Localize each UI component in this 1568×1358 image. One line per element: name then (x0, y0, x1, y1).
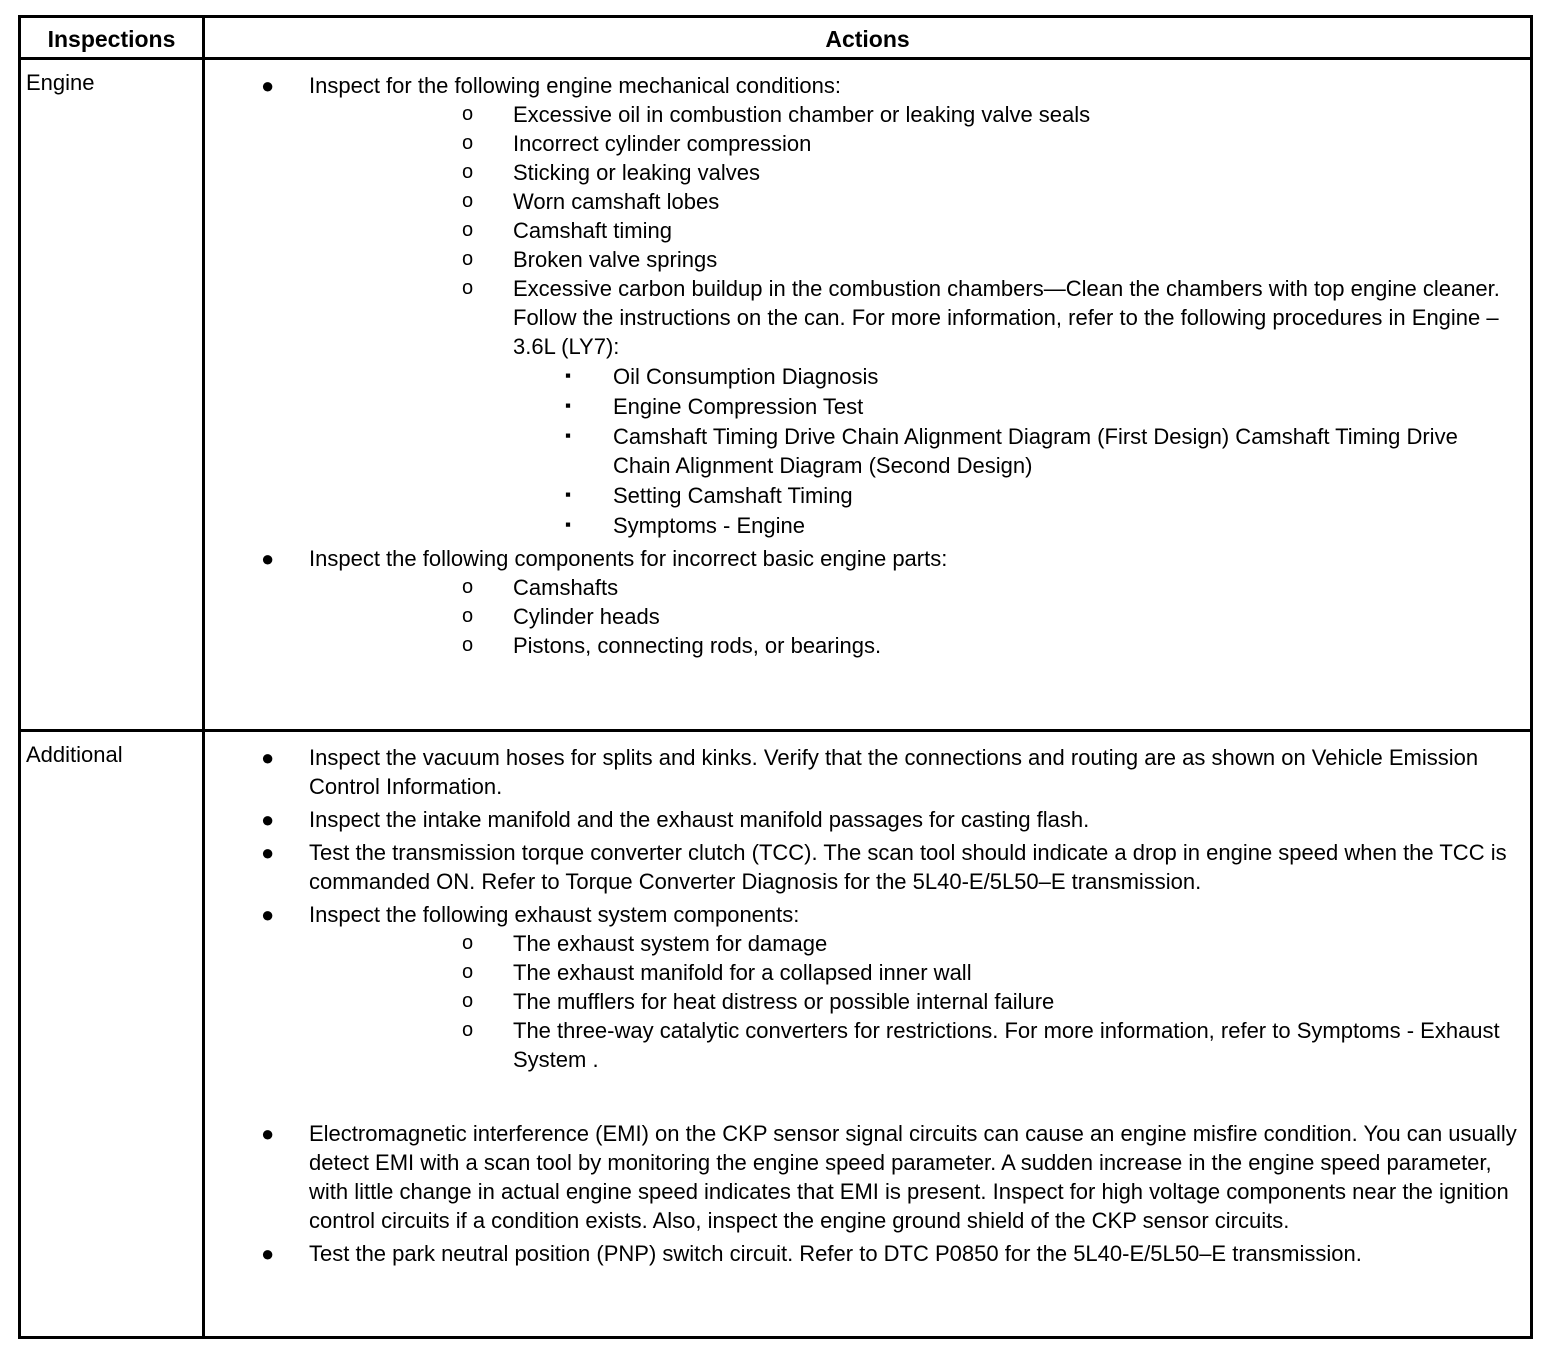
sub-list-item (309, 987, 1520, 1016)
bullet-icon: ● (261, 745, 275, 770)
sub-list-item-text: Sticking or leaking valves (513, 160, 761, 185)
circle-bullet-icon: o (462, 634, 474, 656)
square-bullet-icon: ▪ (565, 515, 572, 534)
engine-actions (205, 71, 1520, 664)
bullet-icon: ● (261, 840, 275, 865)
header-inspections: Inspections (47, 26, 176, 52)
bullet-icon: ● (261, 1241, 275, 1266)
list-item-text: Inspect the intake manifold and the exhaust manifold passages for casting flash. (309, 807, 1090, 832)
sub-list-item (309, 602, 1520, 631)
bullet-icon: ● (261, 73, 275, 98)
circle-bullet-icon: o (462, 1019, 474, 1041)
procedure-item-text: Symptoms - Engine (613, 513, 805, 538)
list-item-text: Test the transmission torque converter clutch (TCC). The scan tool should indicate a drop in engine speed when the TCC is commanded ON. Refer to Torque Converter Diagnosis for the 5L40-E/5L50–E transmission. (309, 840, 1507, 894)
sub-list-item (309, 958, 1520, 987)
sub-list-item-text: Excessive carbon buildup in the combustion chambers—Clean the chambers with top engine cleaner. Follow the instructions on the can. For more information, refer to the following procedures in Engine – 3.6L (LY7): (513, 276, 1500, 359)
list-item (205, 1239, 1520, 1268)
additional-actions (205, 743, 1520, 1272)
sub-list-item (309, 216, 1520, 245)
inspection-engine: Engine (26, 70, 95, 95)
square-bullet-icon: ▪ (565, 396, 572, 415)
procedure-item (309, 422, 1520, 480)
sub-list-item (309, 573, 1520, 602)
sub-list-item-text: Broken valve springs (513, 247, 718, 272)
sub-list-item (309, 1016, 1520, 1074)
circle-bullet-icon: o (462, 219, 474, 241)
bullet-icon: ● (261, 807, 275, 832)
sub-list-item (309, 274, 1520, 361)
inspection-table (18, 15, 1533, 1339)
square-bullet-icon: ▪ (565, 366, 572, 385)
list-item-text: Electromagnetic interference (EMI) on the CKP sensor signal circuits can cause an engine misfire condition. You can usually detect EMI with a scan tool by monitoring the engine speed parameter. A sudden increase in the engine speed parameter, with little change in actual engine speed indicates that EMI is present. Inspect for high voltage components near the ignition control circuits if a condition exists. Also, inspect the engine ground shield of the CKP sensor circuits. (309, 1121, 1517, 1233)
circle-bullet-icon: o (462, 576, 474, 598)
sub-list-item (309, 245, 1520, 274)
procedure-item-text: Setting Camshaft Timing (613, 483, 853, 508)
sub-list-item-text: The mufflers for heat distress or possible internal failure (513, 989, 1055, 1014)
list-item (205, 805, 1520, 834)
procedure-item-text: Engine Compression Test (613, 394, 864, 419)
circle-bullet-icon: o (462, 605, 474, 627)
list-item (205, 1119, 1520, 1235)
sub-list-item-text: The three-way catalytic converters for restrictions. For more information, refer to Symptoms - Exhaust System . (513, 1018, 1500, 1072)
sub-list-item-text: The exhaust manifold for a collapsed inner wall (513, 960, 972, 985)
spacer (205, 1078, 1520, 1119)
sub-list-item (309, 158, 1520, 187)
inspection-additional: Additional (26, 742, 123, 767)
list-item (205, 71, 1520, 540)
sub-list-item-text: Incorrect cylinder compression (513, 131, 812, 156)
sub-list-item-text: Excessive oil in combustion chamber or leaking valve seals (513, 102, 1091, 127)
square-bullet-icon: ▪ (565, 426, 572, 445)
procedure-item (309, 362, 1520, 391)
sub-list-item-text: Cylinder heads (513, 604, 660, 629)
list-item-text: Test the park neutral position (PNP) switch circuit. Refer to DTC P0850 for the 5L40-E/5L50–E transmission. (309, 1241, 1362, 1266)
circle-bullet-icon: o (462, 990, 474, 1012)
circle-bullet-icon: o (462, 103, 474, 125)
sub-list-item-text: Camshafts (513, 575, 619, 600)
circle-bullet-icon: o (462, 190, 474, 212)
sub-list-item (309, 187, 1520, 216)
circle-bullet-icon: o (462, 961, 474, 983)
list-item (205, 838, 1520, 896)
list-item (205, 544, 1520, 660)
row-divider (21, 729, 1530, 732)
list-item-text: Inspect the following exhaust system components: (309, 902, 800, 927)
procedure-item (309, 392, 1520, 421)
sub-list-item (309, 929, 1520, 958)
sub-list-item (309, 129, 1520, 158)
procedure-item-text: Oil Consumption Diagnosis (613, 364, 879, 389)
sub-list-item-text: Pistons, connecting rods, or bearings. (513, 633, 882, 658)
list-item-text: Inspect the vacuum hoses for splits and kinks. Verify that the connections and routing are as shown on Vehicle Emission Control Information. (309, 745, 1479, 799)
procedure-item (309, 481, 1520, 510)
sub-list-item-text: Worn camshaft lobes (513, 189, 720, 214)
square-bullet-icon: ▪ (565, 485, 572, 504)
list-item (205, 743, 1520, 801)
circle-bullet-icon: o (462, 248, 474, 270)
sub-list-item-text: Camshaft timing (513, 218, 672, 243)
bullet-icon: ● (261, 1121, 275, 1146)
circle-bullet-icon: o (462, 277, 474, 299)
list-item-text: Inspect for the following engine mechanical conditions: (309, 73, 841, 98)
list-item (205, 900, 1520, 1074)
circle-bullet-icon: o (462, 161, 474, 183)
list-item-text: Inspect the following components for incorrect basic engine parts: (309, 546, 948, 571)
sub-list-item (309, 631, 1520, 660)
sub-list-item (309, 100, 1520, 129)
circle-bullet-icon: o (462, 932, 474, 954)
bullet-icon: ● (261, 546, 275, 571)
bullet-icon: ● (261, 902, 275, 927)
procedure-item-text: Camshaft Timing Drive Chain Alignment Diagram (First Design) Camshaft Timing Drive Chain Alignment Diagram (Second Design) (613, 424, 1458, 478)
header-actions: Actions (825, 26, 910, 52)
circle-bullet-icon: o (462, 132, 474, 154)
procedure-item (309, 511, 1520, 540)
sub-list-item-text: The exhaust system for damage (513, 931, 828, 956)
